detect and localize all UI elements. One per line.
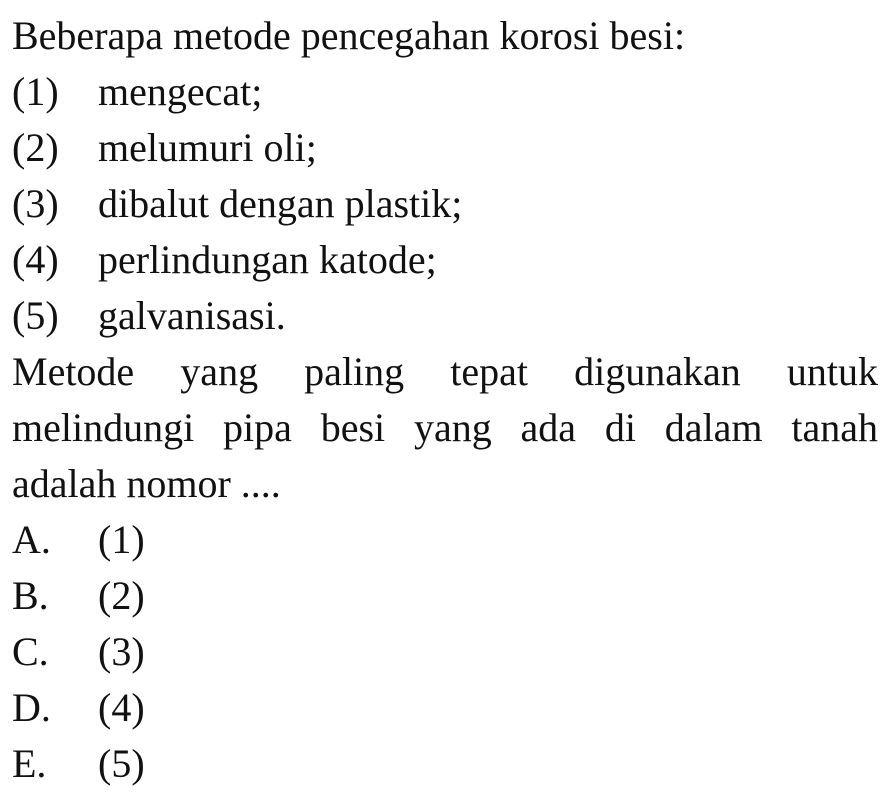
option-a[interactable] [12,512,878,568]
method-number: (2) [12,125,59,170]
option-e[interactable] [12,736,878,792]
method-item [12,232,878,288]
option-letter: D. [12,685,51,730]
method-number: (3) [12,181,59,226]
method-item [12,176,878,232]
option-value: (2) [98,573,145,618]
method-number: (5) [12,293,59,338]
question-line-2: melindungi pipa besi yang ada di dalam tanah [12,405,878,450]
method-item [12,120,878,176]
method-text: perlindungan katode; [98,237,437,282]
option-d[interactable] [12,680,878,736]
option-letter: E. [12,741,47,786]
intro-text: Beberapa metode pencegahan korosi besi: [12,13,686,58]
option-letter: A. [12,517,51,562]
question-text [12,344,878,512]
option-letter: B. [12,573,49,618]
method-number: (4) [12,237,59,282]
method-item [12,288,878,344]
option-value: (5) [98,741,145,786]
question-line-1: Metode yang paling tepat digunakan untuk [12,349,878,394]
question-line-3: adalah nomor .... [12,461,281,506]
option-c[interactable] [12,624,878,680]
question-document [12,8,878,792]
method-text: mengecat; [98,69,263,114]
method-text: dibalut dengan plastik; [98,181,463,226]
method-text: galvanisasi. [98,293,286,338]
option-value: (1) [98,517,145,562]
option-value: (3) [98,629,145,674]
method-item [12,64,878,120]
method-list [12,64,878,344]
option-b[interactable] [12,568,878,624]
method-text: melumuri oli; [98,125,317,170]
method-number: (1) [12,69,59,114]
answer-options [12,512,878,792]
option-letter: C. [12,629,49,674]
option-value: (4) [98,685,145,730]
